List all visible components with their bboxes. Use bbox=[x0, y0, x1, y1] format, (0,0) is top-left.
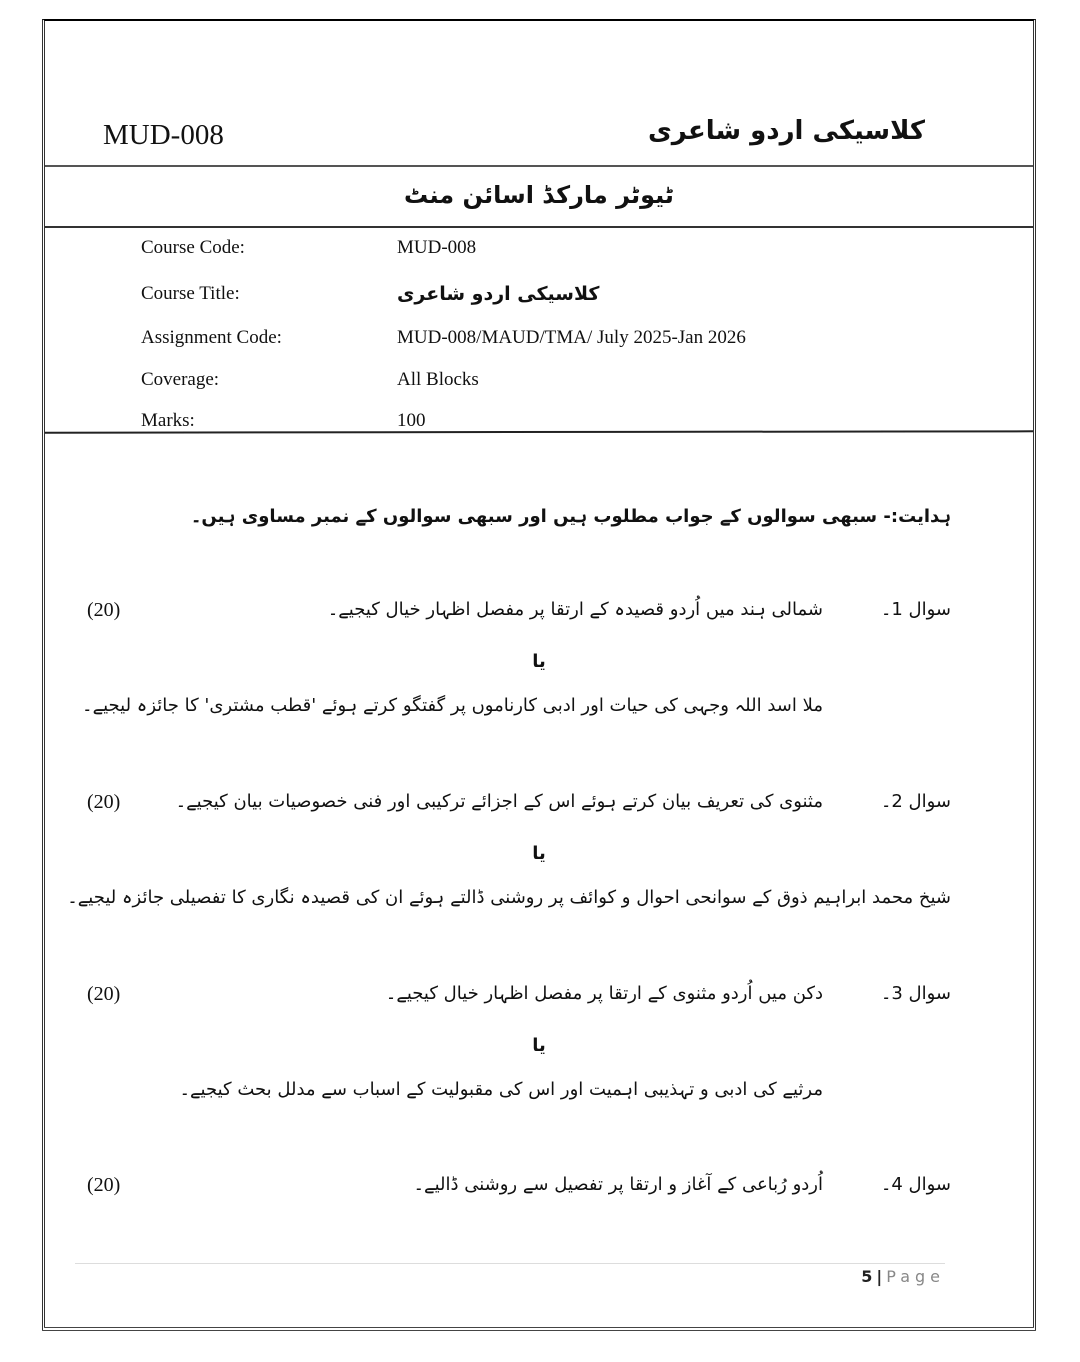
meta-label: Assignment Code: bbox=[141, 327, 282, 348]
question-marks: (20) bbox=[87, 1174, 121, 1196]
subtitle-divider bbox=[45, 226, 1033, 228]
meta-value: MUD-008/MAUD/TMA/ July 2025-Jan 2026 bbox=[397, 327, 746, 348]
meta-label: Coverage: bbox=[141, 369, 220, 390]
question-text: مثنوی کی تعریف بیان کرتے ہوئے اس کے اجزائے ترکیبی اور فنی خصوصیات بیان کیجیے۔ bbox=[175, 791, 823, 812]
question-alternative: مرثیے کی ادبی و تہذیبی اہمیت اور اس کی مقبولیت کے اسباب سے مدلل بحث کیجیے۔ bbox=[179, 1079, 823, 1100]
meta-value: All Blocks bbox=[397, 369, 479, 390]
question-number: سوال 2۔ bbox=[880, 791, 951, 812]
question-number: سوال 4۔ bbox=[880, 1174, 951, 1195]
assignment-heading: ٹیوٹر مارکڈ اسائن منٹ bbox=[404, 181, 674, 209]
question-marks: (20) bbox=[87, 599, 121, 621]
question-number: سوال 1۔ bbox=[880, 599, 951, 620]
header-divider bbox=[45, 165, 1033, 167]
meta-label: Course Code: bbox=[141, 237, 245, 258]
meta-label: Course Title: bbox=[141, 283, 240, 304]
meta-value: MUD-008 bbox=[397, 237, 477, 258]
page-number bbox=[861, 1267, 945, 1286]
header-course-title: کلاسیکی اردو شاعری bbox=[647, 116, 925, 146]
question-marks: (20) bbox=[87, 983, 121, 1005]
or-separator: یا bbox=[532, 843, 546, 864]
page-word: Page bbox=[886, 1267, 945, 1286]
question-alternative: شیخ محمد ابراہیم ذوق کے سوانحی احوال و کوائف پر روشنی ڈالتے ہوئے ان کی قصیدہ نگاری کا تفصیلی جائزہ لیجیے۔ bbox=[67, 887, 951, 908]
question-alternative: ملا اسد اللہ وجہی کی حیات اور ادبی کارناموں پر گفتگو کرتے ہوئے 'قطب مشتری' کا جائزہ لیجیے۔ bbox=[82, 695, 823, 716]
question-text: دکن میں اُردو مثنوی کے ارتقا پر مفصل اظہار خیال کیجیے۔ bbox=[385, 983, 823, 1004]
question-number: سوال 3۔ bbox=[880, 983, 951, 1004]
meta-value: کلاسیکی اردو شاعری bbox=[397, 283, 600, 305]
meta-value: 100 bbox=[397, 410, 426, 431]
page-number-value: 5 bbox=[861, 1267, 874, 1286]
page-frame bbox=[42, 19, 1036, 1331]
question-marks: (20) bbox=[87, 791, 121, 813]
question-text: اُردو رُباعی کے آغاز و ارتقا پر تفصیل سے روشنی ڈالیے۔ bbox=[413, 1174, 823, 1195]
question-text: شمالی ہند میں اُردو قصیدہ کے ارتقا پر مفصل اظہار خیال کیجیے۔ bbox=[327, 599, 823, 620]
meta-label: Marks: bbox=[141, 410, 195, 431]
instructions: ہدایت:- سبھی سوالوں کے جواب مطلوب ہیں اور سبھی سوالوں کے نمبر مساوی ہیں۔ bbox=[190, 506, 951, 527]
header-course-code: MUD-008 bbox=[103, 119, 224, 151]
footer-divider bbox=[75, 1263, 945, 1264]
page-separator: | bbox=[876, 1267, 884, 1286]
or-separator: یا bbox=[532, 651, 546, 672]
or-separator: یا bbox=[532, 1035, 546, 1056]
